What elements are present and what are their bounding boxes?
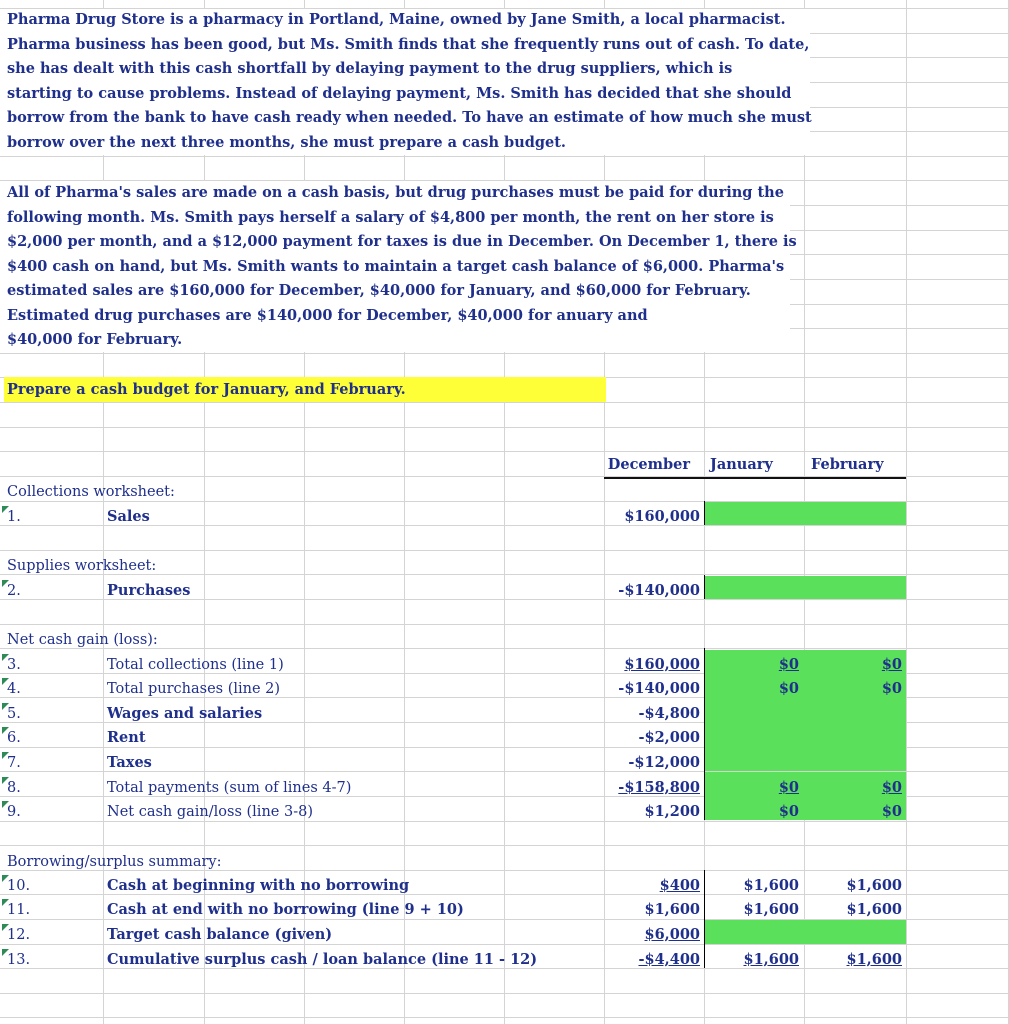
row-number: 7.: [7, 755, 21, 771]
cell-r11-feb[interactable]: $1,600: [846, 901, 902, 918]
row-label-purchases: Purchases: [107, 582, 191, 599]
column-header-january: January: [710, 456, 773, 473]
problem-paragraph-1: Pharma Drug Store is a pharmacy in Portland, Maine, owned by Jane Smith, a local pharmacist. Pharma business has been good, but Ms. Smith finds that she frequently runs out of cash. To date, she has dealt with this cash shortfall by delaying payment to the drug suppliers, which is starting to cause problems. Instead of delaying payment, Ms. Smith has decided that she should borrow from the bank to have cash ready when needed. To have an estimate of how much she must borrow over the next three months, she must prepare a cash budget.: [7, 11, 812, 151]
row-label-total-purchases: Total purchases (line 2): [107, 681, 281, 697]
row-label-total-collections: Total collections (line 1): [107, 657, 284, 673]
cell-r4-jan[interactable]: $0: [778, 680, 799, 697]
cell-sales-dec[interactable]: $160,000: [624, 508, 700, 525]
cell-r10-feb[interactable]: $1,600: [846, 877, 902, 894]
cell-purchases-dec[interactable]: -$140,000: [618, 582, 700, 599]
cell-r6-dec[interactable]: -$2,000: [638, 729, 700, 746]
cell-r4-feb[interactable]: $0: [881, 680, 902, 697]
cell-r13-feb[interactable]: $1,600: [846, 951, 902, 968]
cell-r8-jan[interactable]: $0: [778, 779, 799, 796]
row-number: 8.: [7, 780, 21, 796]
row-label-sales: Sales: [107, 508, 150, 525]
cell-r9-feb[interactable]: $0: [881, 803, 902, 820]
row-label-cash-beginning: Cash at beginning with no borrowing: [107, 877, 410, 894]
cell-r13-jan[interactable]: $1,600: [743, 951, 799, 968]
section-supplies: Supplies worksheet:: [7, 558, 157, 574]
cell-r8-feb[interactable]: $0: [881, 779, 902, 796]
column-header-december: December: [607, 456, 690, 473]
cell-r7-dec[interactable]: -$12,000: [628, 754, 700, 771]
row-number: 9.: [7, 804, 21, 820]
cell-r3-jan[interactable]: $0: [778, 656, 799, 673]
section-collections: Collections worksheet:: [7, 484, 175, 500]
cell-r10-dec[interactable]: $400: [659, 877, 700, 894]
row-label-net-cash: Net cash gain/loss (line 3-8): [107, 804, 313, 820]
section-net-cash: Net cash gain (loss):: [7, 632, 158, 648]
row-label-total-payments: Total payments (sum of lines 4-7): [107, 780, 352, 796]
cell-r11-dec[interactable]: $1,600: [644, 901, 700, 918]
cell-r9-dec[interactable]: $1,200: [644, 803, 700, 820]
row-number: 5.: [7, 706, 21, 722]
input-cell-purchases-jan-feb[interactable]: [705, 576, 906, 599]
header-bottom-border: [604, 477, 906, 479]
instruction-text: Prepare a cash budget for January, and February.: [7, 381, 406, 398]
cell-r5-dec[interactable]: -$4,800: [638, 705, 700, 722]
row-number: 11.: [7, 902, 31, 918]
section-borrowing: Borrowing/surplus summary:: [7, 854, 222, 870]
cell-r11-jan[interactable]: $1,600: [743, 901, 799, 918]
cell-r10-jan[interactable]: $1,600: [743, 877, 799, 894]
cell-r8-dec[interactable]: -$158,800: [618, 779, 700, 796]
row-number: 10.: [7, 878, 31, 894]
row-number: 4.: [7, 681, 21, 697]
row-number: 2.: [7, 583, 21, 599]
row-label-target-cash: Target cash balance (given): [107, 926, 333, 943]
row-label-wages: Wages and salaries: [107, 705, 263, 722]
cell-r13-dec[interactable]: -$4,400: [638, 951, 700, 968]
cell-r12-dec[interactable]: $6,000: [644, 926, 700, 943]
row-label-cash-end: Cash at end with no borrowing (line 9 + 10): [107, 901, 464, 918]
input-cell-sales-jan-feb[interactable]: [705, 502, 906, 525]
problem-paragraph-2: All of Pharma's sales are made on a cash basis, but drug purchases must be paid for during the following month. Ms. Smith pays herself a salary of $4,800 per month, the rent on her store is $2,000 per month, and a $12,000 payment for taxes is due in December. On December 1, there is $400 cash on hand, but Ms. Smith wants to maintain a target cash balance of $6,000. Pharma's estimated sales are $160,000 for December, $40,000 for January, and $60,000 for February. Estimated drug purchases are $140,000 for December, $40,000 for anuary and $40,000 for February.: [7, 184, 797, 348]
cell-r3-dec[interactable]: $160,000: [624, 656, 700, 673]
cell-r9-jan[interactable]: $0: [778, 803, 799, 820]
cell-r3-feb[interactable]: $0: [881, 656, 902, 673]
column-header-february: February: [811, 456, 884, 473]
row-label-rent: Rent: [107, 729, 146, 746]
input-cell-target-jan-feb[interactable]: [705, 920, 906, 944]
row-number: 3.: [7, 657, 21, 673]
row-number: 12.: [7, 927, 31, 943]
cell-r4-dec[interactable]: -$140,000: [618, 680, 700, 697]
row-number: 6.: [7, 730, 21, 746]
row-number: 13.: [7, 952, 31, 968]
row-label-cumulative-surplus: Cumulative surplus cash / loan balance (line 11 - 12): [107, 951, 538, 968]
row-label-taxes: Taxes: [107, 754, 152, 771]
row-number: 1.: [7, 509, 21, 525]
